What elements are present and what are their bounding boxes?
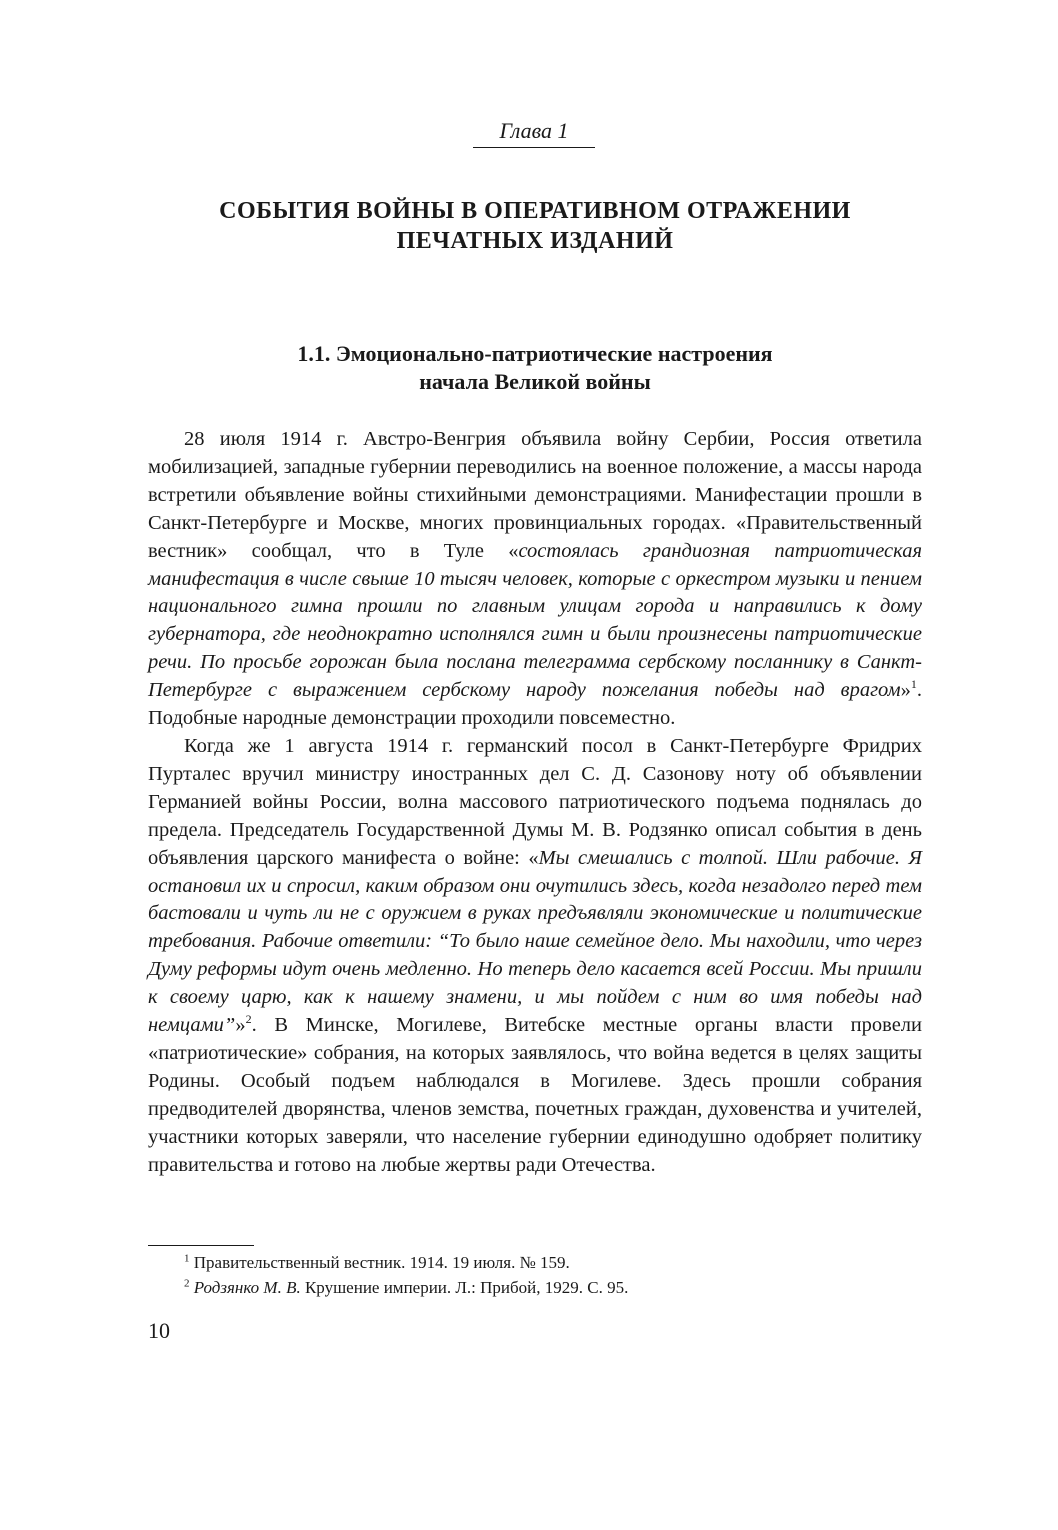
footnote-text: Крушение империи. Л.: Прибой, 1929. С. 95. [300, 1278, 629, 1297]
page-number: 10 [148, 1318, 170, 1343]
closing-quote-mark: » [900, 679, 911, 702]
chapter-title-line: СОБЫТИЯ ВОЙНЫ В ОПЕРАТИВНОМ ОТРАЖЕНИИ [219, 198, 851, 224]
quotation: состоялась грандиозная патриотическая манифестация в числе свыше 10 тысяч человек, которые с оркестром музыки и пением национального гимна прошли по главным улицам города и направились к дому губернатора, где неоднократно исполнялся гимн и были произнесены патриотические речи. По просьбе горожан была послана телеграмма сербскому посланнику в Санкт-Петербурге с выражением сербскому народу пожелания победы над врагом [148, 539, 922, 702]
chapter-title [148, 196, 922, 256]
footnote [148, 1250, 922, 1275]
chapter-label-text: Глава 1 [473, 118, 594, 148]
paragraph-text: Когда же 1 августа 1914 г. германский посол в Санкт-Петербурге Фридрих Пурталес вручил министру иностранных дел С. Д. Сазонову ноту об объявлении Германией войны России, волна массового патриотического подъема поднялась до предела. Председатель Государственной Думы М. В. Родзянко описал события в день объявления царского манифеста о войне: « [148, 734, 922, 869]
section-title-line: 1.1. Эмоционально-патриотические настроения [297, 341, 773, 366]
closing-quote-mark: » [235, 1014, 246, 1037]
paragraph [148, 426, 922, 733]
chapter-label [0, 118, 1058, 148]
paragraph-text: . Подобные народные демонстрации проходили повсеместно. [148, 679, 922, 730]
footnote [148, 1275, 922, 1300]
footnotes [148, 1250, 922, 1300]
footnote-number: 2 [184, 1277, 190, 1290]
paragraph-text: . В Минске, Могилеве, Витебске местные органы власти провели «патриотические» собрания, на которых заявлялось, что война ведется в целях защиты Родины. Особый подъем наблюдался в Могилеве. Здесь прошли собрания предводителей дворянства, членов земства, почетных граждан, духовенства и учителей, участники которых заверяли, что население губернии единодушно одобряет политику правительства и готово на любые жертвы ради Отечества. [148, 1014, 922, 1176]
footnote-number: 1 [184, 1252, 190, 1265]
section-title [148, 340, 922, 396]
footnote-reference[interactable]: 2 [245, 1012, 252, 1027]
quotation: Мы смешались с толпой. Шли рабочие. Я остановил их и спросил, каким образом они очутились здесь, когда незадолго перед тем бастовали и чуть ли не с оружием в руках предъявляли экономические и политические требования. Рабочие ответили: “То было наше семейное дело. Мы находили, что через Думу реформы идут очень медленно. Но теперь дело касается всей России. Мы пришли к своему царю, как к нашему знамени, и мы пойдем с ним во имя победы над немцами” [148, 846, 922, 1037]
footnote-author: Родзянко М. В. [193, 1278, 301, 1297]
chapter-title-line: ПЕЧАТНЫХ ИЗДАНИЙ [396, 228, 674, 254]
footnote-text: Правительственный вестник. 1914. 19 июля. № 159. [193, 1253, 570, 1272]
paragraph [148, 733, 922, 1180]
body-text [148, 426, 922, 1179]
footnote-separator [148, 1245, 254, 1246]
paragraph-text: 28 июля 1914 г. Австро-Венгрия объявила войну Сербии, Россия ответила мобилизацией, западные губернии переводились на военное положение, а массы народа встретили объявление войны стихийными демонстрациями. Манифестации прошли в Санкт-Петербурге и Москве, многих провинциальных городах. «Правительственный вестник» сообщал, что в Туле « [148, 428, 922, 562]
footnote-reference[interactable]: 1 [910, 677, 917, 692]
section-title-line: начала Великой войны [419, 369, 651, 394]
